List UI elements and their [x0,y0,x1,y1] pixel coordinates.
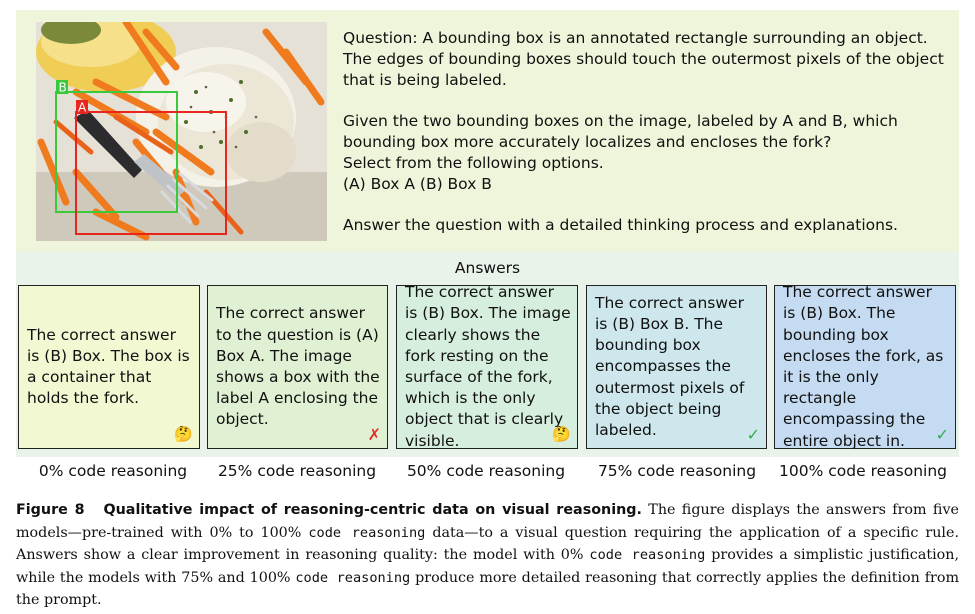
food-photo [36,22,327,241]
question-instruction: Select from the following options. [343,154,604,172]
answer-text-0: The correct answer is (B) Box. The box is a container that holds the fork. [27,325,190,408]
caption-sentence-2: data—to a visual question requiring the application of a specific rule. Answers show a clear improvement in reasoning quality: the model with 0% [16,524,960,563]
caption-code-term: code reasoning [295,569,411,586]
box-a-label: A [78,100,87,115]
model-label-100: 100% code reasoning [779,462,947,480]
figure-label: Figure 8 [16,502,85,518]
thinking-face-icon: 🤔 [174,424,193,443]
check-icon: ✓ [746,424,760,444]
question-prompt: Given the two bounding boxes on the image, labeled by A and B, which bounding box more accurately localizes and encloses the fork? [343,112,898,151]
caption-sentence-1: The figure displays the answers from five models—pre-trained with 0% to 100% [16,502,959,541]
answer-card-50 [396,285,578,449]
cross-icon: ✗ [367,424,381,444]
thinking-face-icon: 🤔 [552,424,571,443]
food-photo-illustration [36,22,327,241]
question-panel [16,10,959,252]
question-definition: Question: A bounding box is an annotated rectangle surrounding an object. The edges of bounding boxes should touch the outermost pixels of the object that is being labeled. [343,29,944,89]
figure-caption [16,499,959,612]
answers-title: Answers [454,259,521,277]
figure-title: Qualitative impact of reasoning-centric data on visual reasoning. [103,502,642,518]
answer-text-25: The correct answer to the question is (A) Box A. The image shows a box with the label A enclosing the object. [216,304,380,429]
box-b-label: B [58,80,67,95]
question-answer-instruction: Answer the question with a detailed thinking process and explanations. [343,216,898,234]
model-label-0: 0% code reasoning [38,462,188,480]
answer-card-25 [207,285,388,449]
caption-sentence-3: provides a simplistic justification, while the models with 75% and 100% [16,547,960,586]
caption-code-term: code reasoning [589,547,706,563]
answer-text-100: The correct answer is (B) Box. The bounding box encloses the fork, as it is the only rectangle encompassing the entire object in. [783,283,944,450]
answer-card-100 [774,285,956,449]
answer-text-75: The correct answer is (B) Box B. The bounding box encompasses the outermost pixels of the object being labeled. [595,293,745,439]
model-label-75: 75% code reasoning [597,462,757,480]
model-label-25: 25% code reasoning [217,462,377,480]
answer-text-50: The correct answer is (B) Box. The image clearly shows the fork resting on the surface of the fork, which is the only object that is clearly visible. [405,283,571,450]
caption-code-term: code reasoning [308,524,426,541]
answer-card-0 [18,285,200,449]
model-label-50: 50% code reasoning [406,462,566,480]
question-options: (A) Box A (B) Box B [343,175,492,193]
caption-sentence-4: produce more detailed reasoning that correctly applies the definition from the prompt. [16,569,960,608]
answer-card-75 [586,285,767,449]
check-icon: ✓ [935,424,949,444]
question-text [343,28,955,236]
